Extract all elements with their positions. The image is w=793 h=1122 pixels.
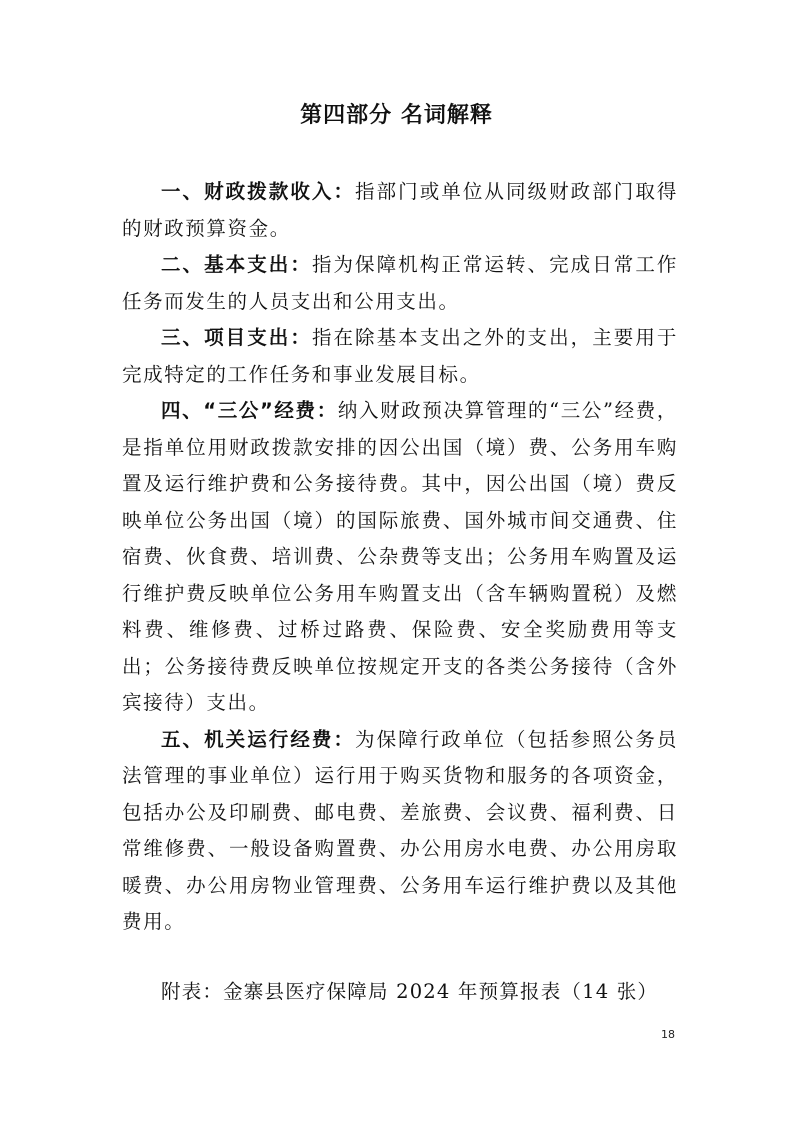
definition-text: 纳入财政预决算管理的“三公”经费，是指单位用财政拨款安排的因公出国（境）费、公务用车购置及运行维护费和公务接待费。其中，因公出国（境）费反映单位公务出国（境）的国际旅费、国外城市间交通费、住宿费、伙食费、培训费、公杂费等支出；公务用车购置及运行维护费反映单位公务用车购置支出（含车辆购置税）及燃料费、维修费、过桥过路费、保险费、安全奖励费用等支出；公务接待费反映单位按规定开支的各类公务接待（含外宾接待）支出。 — [122, 399, 678, 714]
definition-paragraph — [122, 174, 678, 247]
definition-text: 指为保障机构正常运转、完成日常工作任务而发生的人员支出和公用支出。 — [122, 253, 679, 313]
definition-paragraph — [122, 320, 678, 393]
definition-paragraph — [122, 393, 678, 722]
definition-text: 指在除基本支出之外的支出，主要用于完成特定的工作任务和事业发展目标。 — [122, 326, 679, 386]
definition-term: 一、财政拨款收入： — [161, 180, 356, 203]
definition-text: 为保障行政单位（包括参照公务员法管理的事业单位）运行用于购买货物和服务的各项资金，包括办公及印刷费、邮电费、差旅费、会议费、福利费、日常维修费、一般设备购置费、办公用房水电费、办公用房取暖费、办公用房物业管理费、公务用车运行维护费以及其他费用。 — [122, 727, 678, 933]
page-number: 18 — [661, 1028, 675, 1041]
definition-text: 指部门或单位从同级财政部门取得的财政预算资金。 — [122, 180, 678, 240]
definition-paragraph — [122, 247, 678, 320]
definition-term: 五、机关运行经费： — [161, 727, 356, 751]
page-title: 第四部分 名词解释 — [300, 103, 493, 128]
definition-term: 二、基本支出： — [161, 253, 312, 276]
appendix-note: 附表：金寨县医疗保障局 2024 年预算报表（14 张） — [161, 980, 659, 1003]
definition-term: 四、“三公”经费： — [161, 399, 338, 422]
definitions-body — [122, 174, 678, 941]
definition-paragraph — [122, 722, 678, 941]
definition-term: 三、项目支出： — [161, 326, 312, 349]
